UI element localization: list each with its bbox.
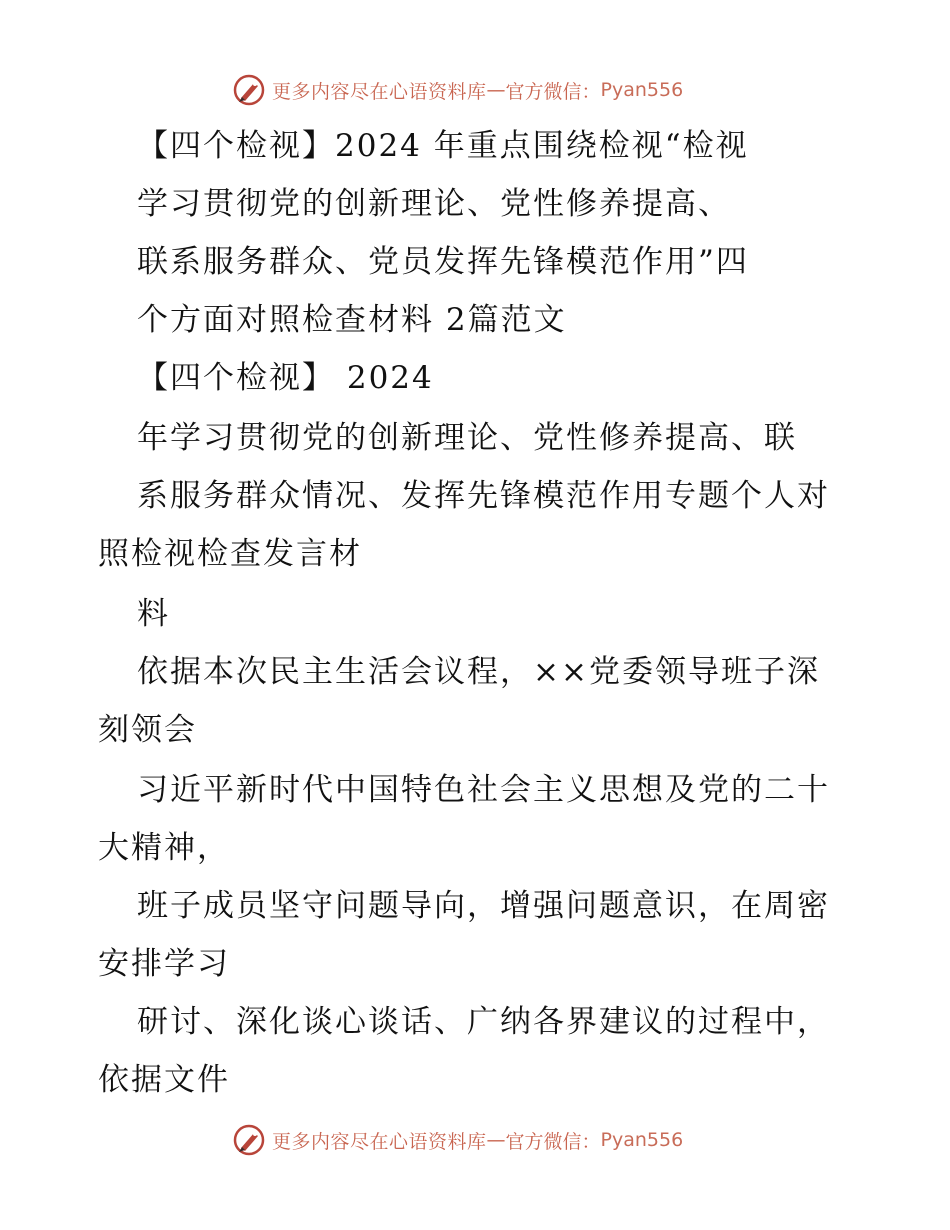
paragraph-line-4: 大精神，: [98, 830, 230, 866]
paragraph-line-2: 刻领会: [98, 712, 197, 748]
title-line-3: 联系服务群众、党员发挥先锋模范作用”四: [137, 244, 749, 280]
watermark-contact-id: Pyan556: [600, 79, 684, 101]
paragraph-line-3: 习近平新时代中国特色社会主义思想及党的二十: [137, 772, 830, 808]
watermark-contact-label: 官方微信：: [505, 80, 601, 103]
watermark-dash: —: [486, 1129, 506, 1151]
header-watermark: [232, 72, 752, 108]
paragraph-line-1: 依据本次民主生活会议程，××党委领导班子深: [137, 654, 820, 690]
paragraph-line-6: 安排学习: [98, 946, 230, 982]
subtitle-line-3: 系服务群众情况、发挥先锋模范作用专题个人对: [137, 478, 830, 514]
watermark-contact-label: 官方微信：: [505, 1130, 601, 1153]
title-line-4: 个方面对照检查材料 2篇范文: [137, 302, 567, 338]
subtitle-line-4: 照检视检查发言材: [98, 536, 362, 572]
watermark-dash: —: [486, 79, 506, 101]
paragraph-line-7: 研讨、深化谈心谈话、广纳各界建议的过程中，: [137, 1004, 830, 1040]
paragraph-line-8: 依据文件: [98, 1062, 230, 1098]
paragraph-line-5: 班子成员坚守问题导向，增强问题意识，在周密: [137, 888, 830, 924]
watermark-contact-id: Pyan556: [600, 1129, 684, 1151]
pen-logo-icon: [232, 1123, 266, 1157]
subtitle-line-5: 料: [137, 596, 170, 632]
watermark-site-text: 更多内容尽在心语资料库: [272, 80, 487, 103]
subtitle-line-2: 年学习贯彻党的创新理论、党性修养提高、联: [137, 420, 797, 456]
footer-watermark: [232, 1122, 752, 1158]
title-line-2: 学习贯彻党的创新理论、党性修养提高、: [137, 186, 731, 222]
pen-logo-icon: [232, 73, 266, 107]
subtitle-line-1: 【四个检视】 2024: [137, 360, 434, 396]
watermark-site-text: 更多内容尽在心语资料库: [272, 1130, 487, 1153]
title-line-1: 【四个检视】2024 年重点围绕检视“检视: [137, 128, 749, 164]
